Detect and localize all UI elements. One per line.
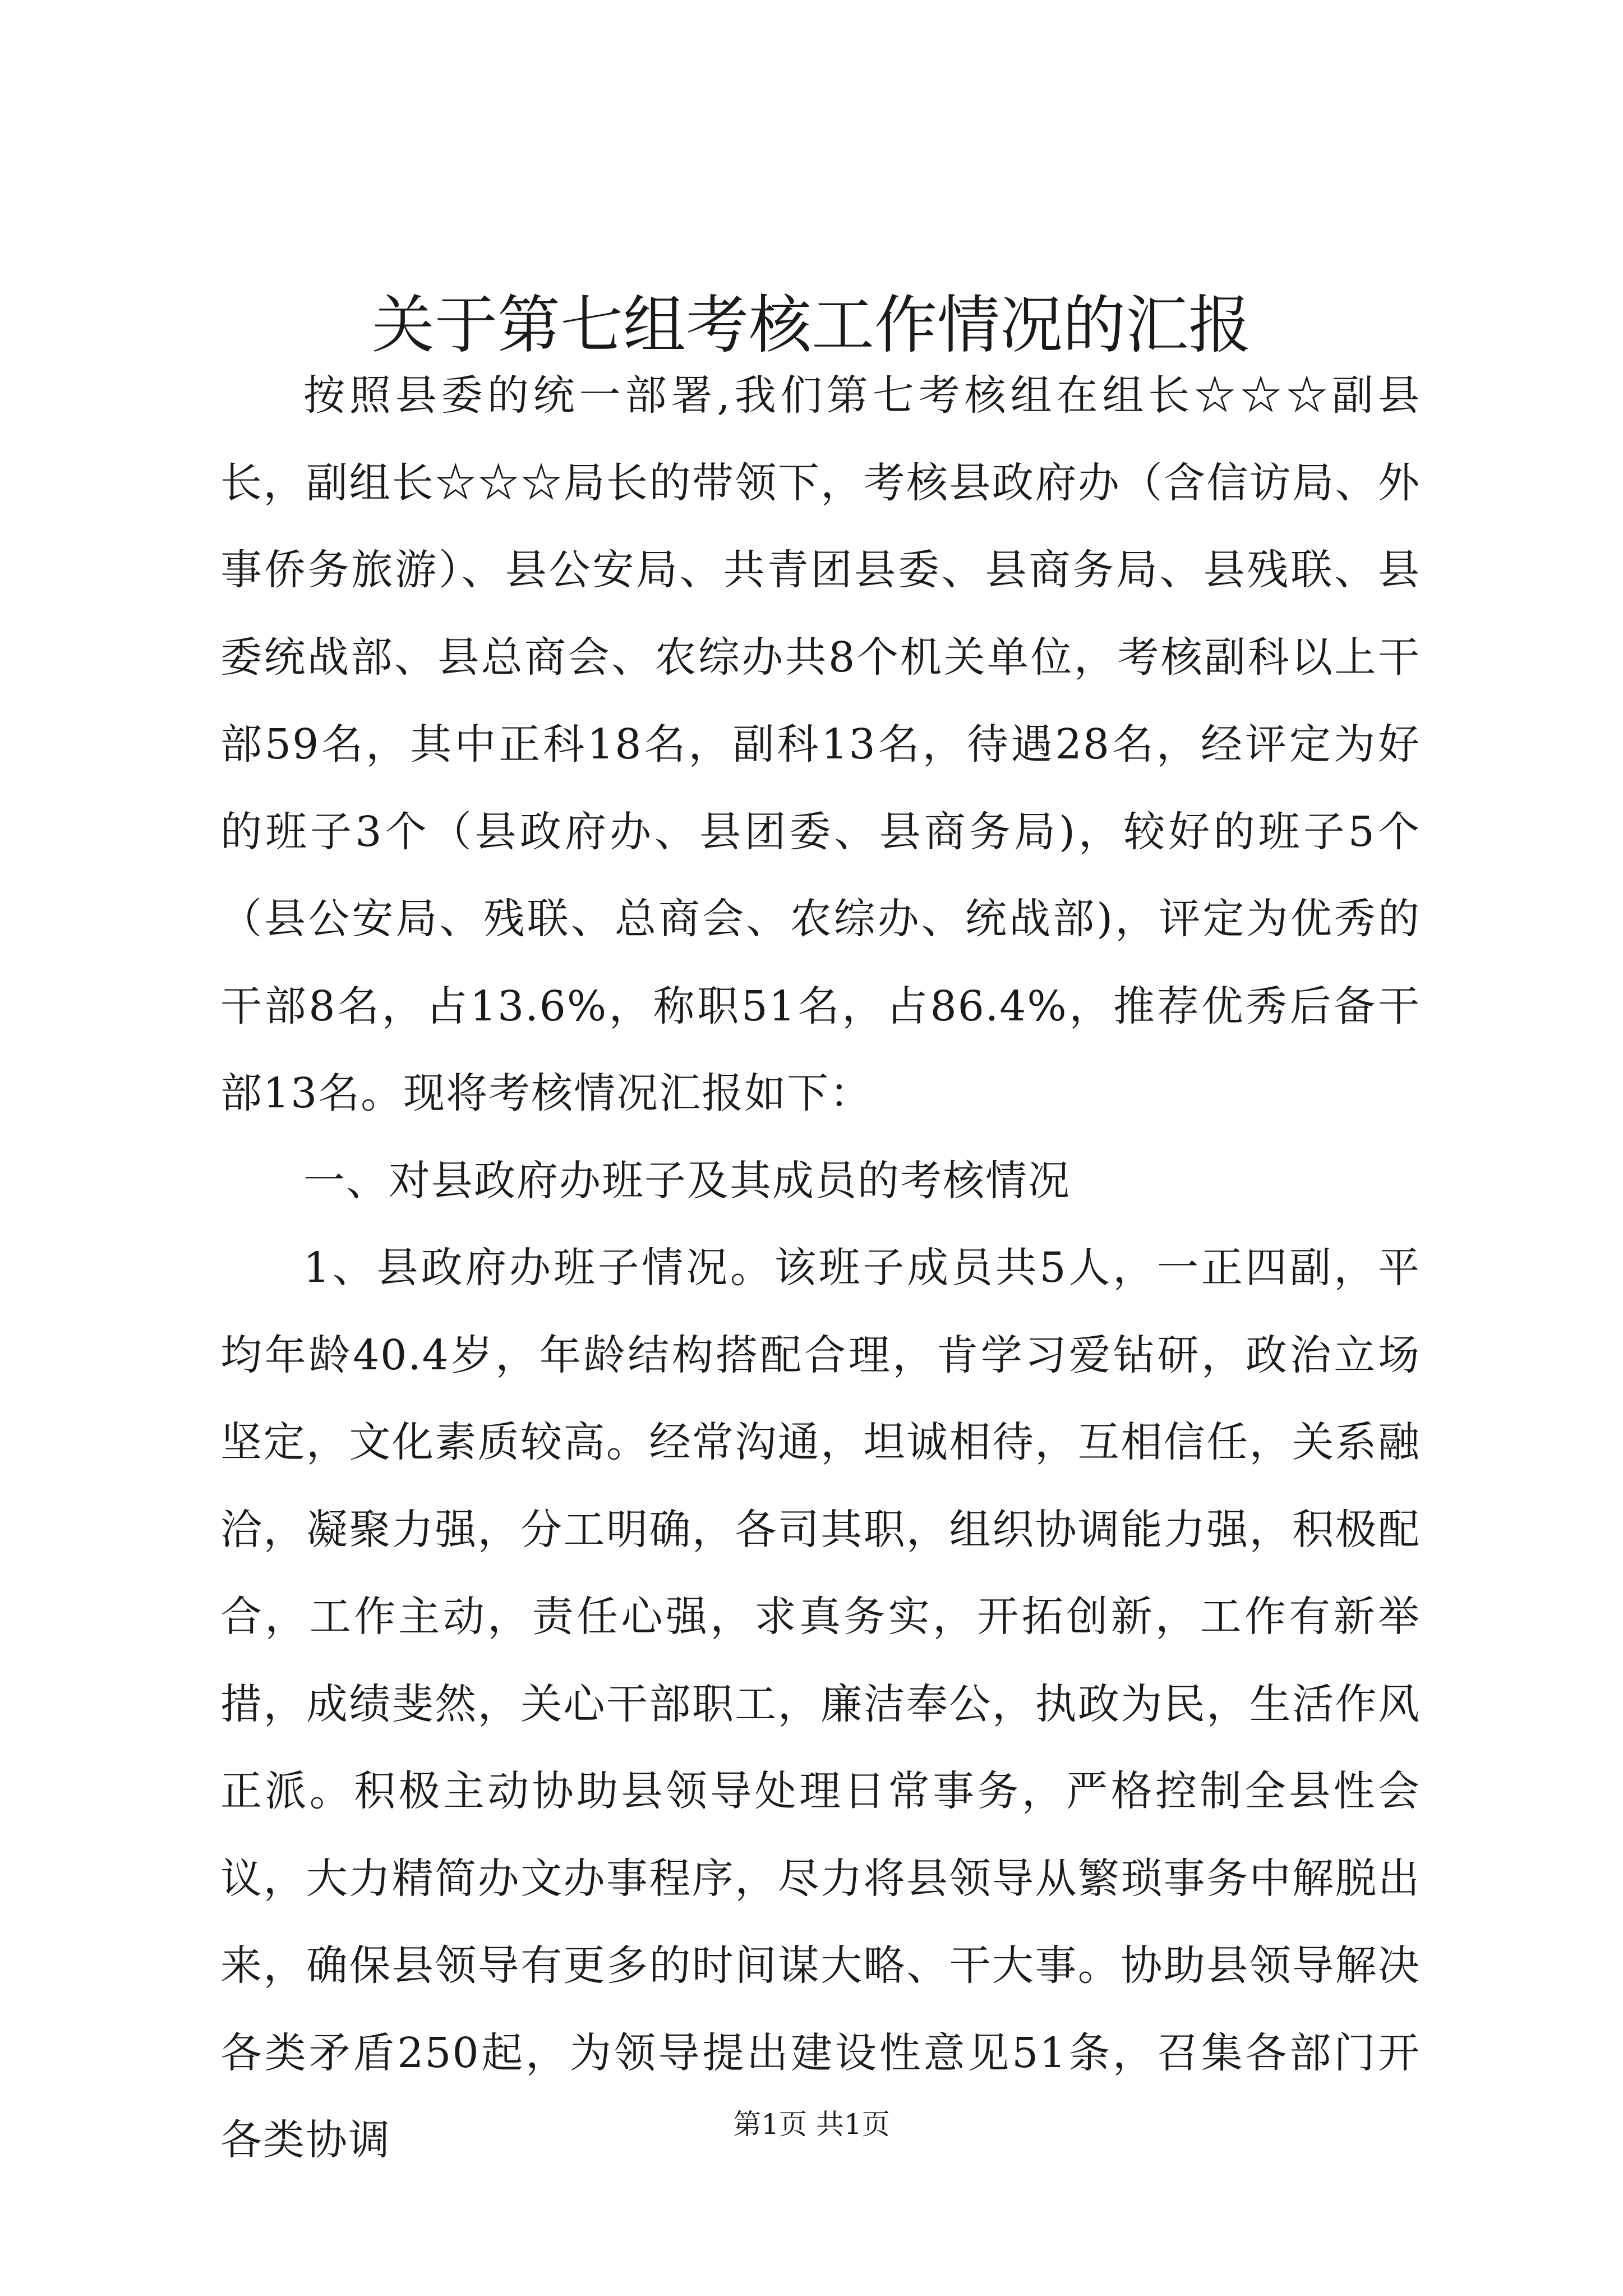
page-footer: 第1页 共1页: [733, 2108, 890, 2141]
document-body: [220, 352, 1421, 2184]
intro-paragraph: 按照县委的统一部署,我们第七考核组在组长☆☆☆副县长，副组长☆☆☆局长的带领下，考核县政府办（含信访局、外事侨务旅游）、县公安局、共青团县委、县商务局、县残联、县委统战部、县总商会、农综办共8个机关单位，考核副科以上干部59名，其中正科18名，副科13名，待遇28名，经评定为好的班子3个（县政府办、县团委、县商务局)，较好的班子5个（县公安局、残联、总商会、农综办、统战部)，评定为优秀的干部8名，占13.6%，称职51名，占86.4%，推荐优秀后备干部13名。现将考核情况汇报如下：: [220, 371, 1421, 1117]
section-heading: 一、对县政府办班子及其成员的考核情况: [303, 1156, 1071, 1205]
document-title: 关于第七组考核工作情况的汇报: [372, 289, 1251, 362]
body-paragraph: 1、县政府办班子情况。该班子成员共5人，一正四副，平均年龄40.4岁，年龄结构搭配合理，肯学习爱钻研，政治立场坚定，文化素质较高。经常沟通，坦诚相待，互相信任，关系融洽，凝聚力强，分工明确，各司其职，组织协调能力强，积极配合，工作主动，责任心强，求真务实，开拓创新，工作有新举措，成绩斐然，关心干部职工，廉洁奉公，执政为民，生活作风正派。积极主动协助县领导处理日常事务，严格控制全县性会议，大力精简办文办事程序，尽力将县领导从繁琐事务中解脱出来，确保县领导有更多的时间谋大略、干大事。协助县领导解决各类矛盾250起，为领导提出建设性意见51条，召集各部门开各类协调: [220, 1244, 1421, 2164]
